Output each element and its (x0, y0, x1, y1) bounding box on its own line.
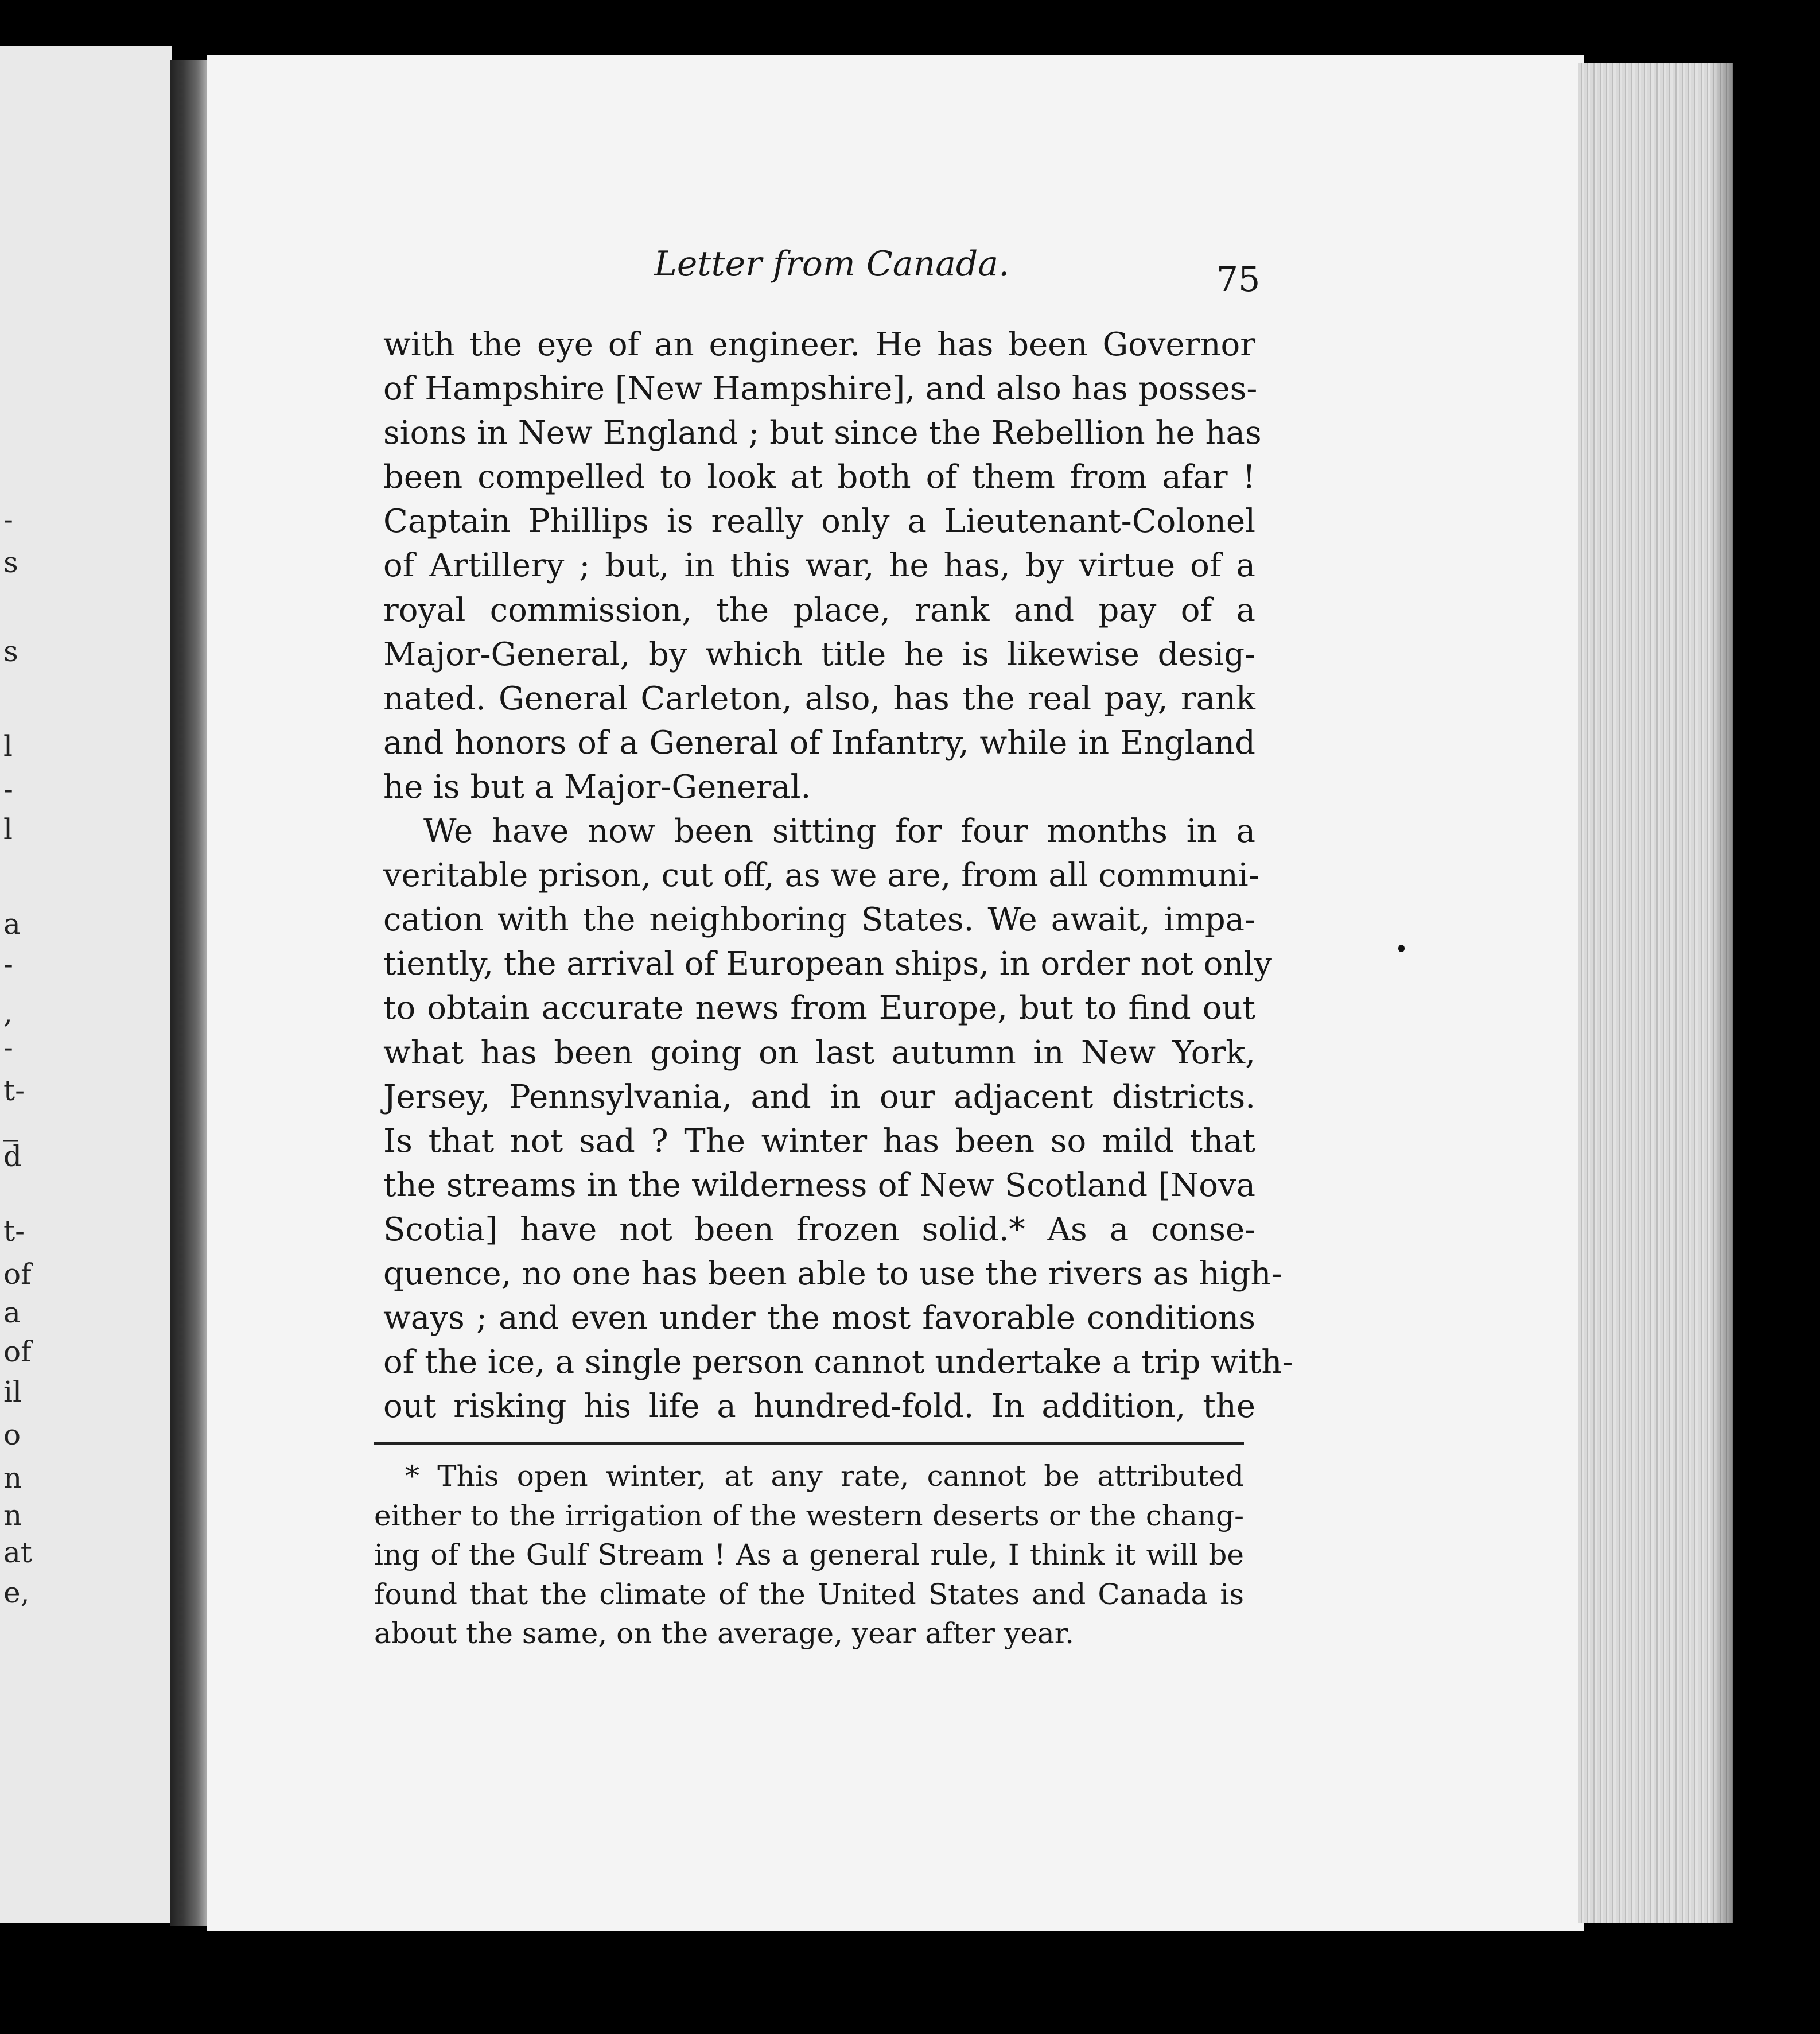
left-page-fragment: n (3, 1461, 22, 1495)
book-gutter (170, 60, 209, 1926)
body-line: of Artillery ; but, in this war, he has, by virtue of a (383, 547, 1255, 585)
footnote-line: ing of the Gulf Stream ! As a general rule, I think it will be (374, 1538, 1244, 1572)
left-page-fragment: s (3, 546, 18, 579)
footnote-rule (374, 1442, 1244, 1445)
body-line: tiently, the arrival of European ships, in order not only (383, 945, 1272, 983)
body-line: what has been going on last autumn in New York, (383, 1034, 1255, 1072)
left-page-fragment: - (3, 503, 13, 536)
page-edge-shadow (1710, 63, 1733, 1923)
body-line: quence, no one has been able to use the rivers as high- (383, 1255, 1282, 1292)
body-text (383, 323, 1293, 1429)
body-line: with the eye of an engineer. He has been Governor (383, 326, 1255, 363)
body-line: veritable prison, cut off, as we are, from all communi- (383, 857, 1259, 895)
left-page-fragment: a (3, 907, 21, 941)
body-line: been compelled to look at both of them from afar ! (383, 459, 1255, 496)
left-page-fragment: s (3, 635, 18, 668)
left-page-fragment: at (3, 1536, 32, 1569)
body-line: Captain Phillips is really only a Lieutenant-Colonel (383, 503, 1255, 541)
body-line: out risking his life a hundred-fold. In addition, the (383, 1388, 1255, 1426)
body-line: and honors of a General of Infantry, while in England (383, 724, 1255, 762)
body-line: to obtain accurate news from Europe, but to find out (383, 989, 1255, 1027)
left-page-fragment: of (3, 1335, 32, 1368)
body-line: cation with the neighboring States. We await, impa- (383, 901, 1255, 939)
body-line: We have now been sitting for four months in a (423, 813, 1255, 851)
left-page-fragment: il (3, 1375, 22, 1408)
body-line: the streams in the wilderness of New Scotland [Nova (383, 1166, 1255, 1204)
left-page-fragment: - (3, 773, 13, 806)
body-line: of the ice, a single person cannot undertake a trip with- (383, 1344, 1293, 1381)
left-page-fragment: - (3, 948, 13, 981)
footnote (374, 1457, 1244, 1653)
body-line: of Hampshire [New Hampshire], and also has posses- (383, 370, 1258, 408)
left-page-text-fragments (0, 0, 34, 2034)
left-page-fragment: d (3, 1140, 22, 1173)
footnote-line: * This open winter, at any rate, cannot be attributed (405, 1459, 1244, 1493)
footnote-line: either to the irrigation of the western deserts or the chang- (374, 1499, 1244, 1532)
body-line: he is but a Major-General. (383, 768, 811, 806)
page-number: 75 (1216, 259, 1261, 300)
left-page-fragment: l (3, 729, 13, 763)
left-page-fragment: o (3, 1418, 21, 1451)
body-line: ways ; and even under the most favorable conditions (383, 1299, 1255, 1337)
left-page-fragment: n (3, 1499, 22, 1532)
left-page-fragment: of (3, 1257, 32, 1291)
scan-speck (1398, 945, 1405, 952)
body-line: Scotia] have not been frozen solid.* As a conse- (383, 1210, 1255, 1248)
left-page-fragment: _ (3, 1108, 18, 1142)
body-line: Jersey, Pennsylvania, and in our adjacent districts. (383, 1078, 1255, 1116)
footnote-line: found that the climate of the United States and Canada is (374, 1577, 1244, 1611)
left-page-fragment: , (3, 996, 13, 1030)
left-page-fragment: l (3, 813, 13, 846)
body-line: royal commission, the place, rank and pay of a (383, 591, 1255, 629)
left-page-fragment: - (3, 1031, 13, 1064)
left-page-fragment: e, (3, 1576, 30, 1609)
left-page-fragment: t- (3, 1214, 25, 1248)
body-line: Major-General, by which title he is likewise desig- (383, 635, 1255, 673)
running-head: Letter from Canada. (654, 244, 1010, 284)
left-page-fragment: t- (3, 1074, 25, 1107)
footnote-line: about the same, on the average, year after year. (374, 1617, 1075, 1651)
body-line: Is that not sad ? The winter has been so mild that (383, 1122, 1255, 1160)
left-page-fragment: a (3, 1296, 21, 1329)
body-line: sions in New England ; but since the Rebellion he has (383, 414, 1262, 452)
body-line: nated. General Carleton, also, has the real pay, rank (383, 680, 1255, 717)
